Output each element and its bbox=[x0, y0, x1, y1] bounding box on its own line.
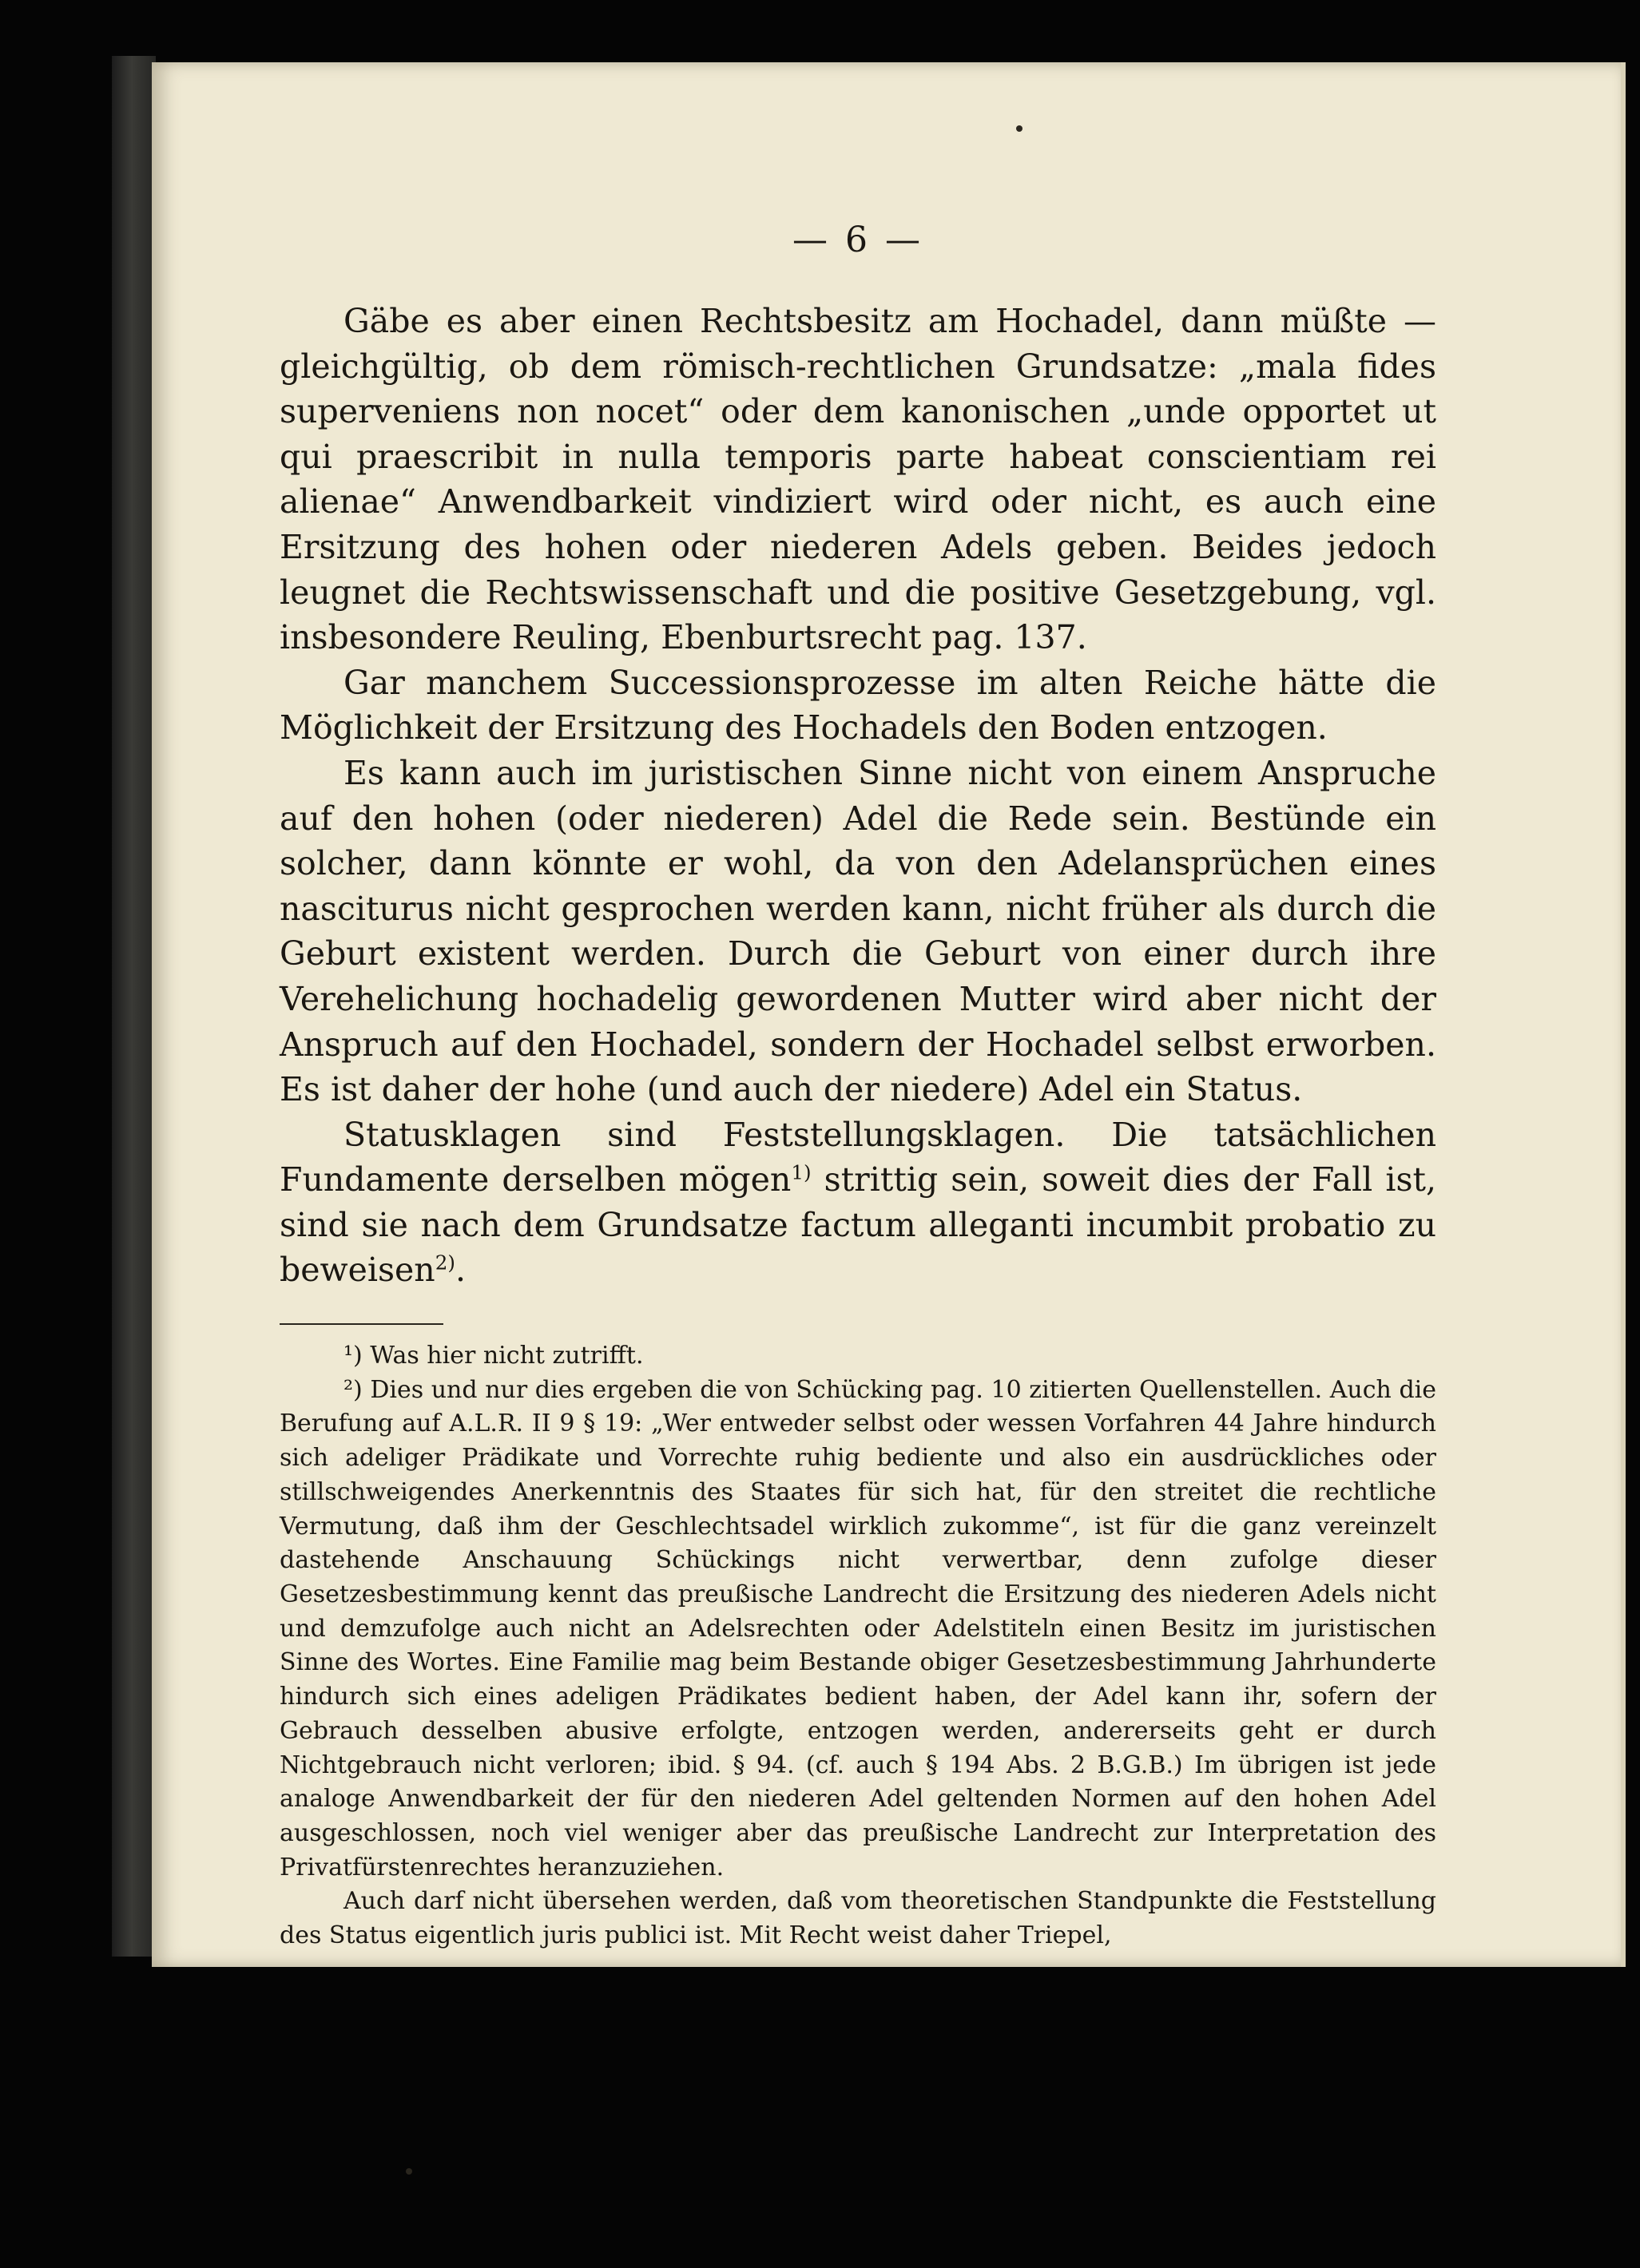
footnote-divider bbox=[280, 1323, 443, 1325]
footnote-1: ¹) Was hier nicht zutrifft. bbox=[343, 1342, 644, 1370]
paragraph-text: . bbox=[455, 1251, 466, 1290]
body-paragraph-3: Es kann auch im juristischen Sinne nicht von einem Anspruche auf den hohen (oder niederen) Adel die Rede sein. Bestünde ein solcher, dann könnte er wohl, da von den Adelansprüchen eines nasciturus nicht gesprochen werden kann, nicht früher als durch die Geburt existent werden. Durch die Geburt von einer durch ihre Verehelichung hochadelig gewordenen Mutter wird aber nicht der Anspruch auf den Hochadel, sondern der Hochadel selbst erworben. Es ist daher der hohe (und auch der niedere) Adel ein Status. bbox=[280, 753, 1436, 1109]
page-edge bbox=[1621, 62, 1626, 1967]
ink-speck bbox=[1016, 125, 1023, 132]
footnote-marker-2: 2) bbox=[435, 1251, 455, 1275]
body-paragraph-4 bbox=[280, 1112, 1436, 1293]
page-number: — 6 — bbox=[792, 220, 923, 260]
ink-speck bbox=[406, 2168, 412, 2175]
page-content bbox=[280, 220, 1436, 1953]
footnote-continuation: Auch darf nicht übersehen werden, daß vom theoretischen Standpunkte die Feststellung des Status eigentlich juris publici ist. Mit Recht weist daher Triepel, bbox=[280, 1887, 1436, 1950]
body-paragraph-2: Gar manchem Successionsprozesse im alten Reiche hätte die Möglichkeit der Ersitzung des Hochadels den Boden entzogen. bbox=[280, 663, 1436, 747]
body-paragraph-1: Gäbe es aber einen Rechtsbesitz am Hochadel, dann müßte — gleichgültig, ob dem römisch-rechtlichen Grundsatze: „mala fides superveniens non nocet“ oder dem kanonischen „unde opportet ut qui praescribit in nulla temporis parte habeat conscientiam rei alienae“ Anwendbarkeit vindiziert wird oder nicht, es auch eine Ersitzung des hohen oder niederen Adels geben. Beides jedoch leugnet die Rechtswissenschaft und die positive Gesetzgebung, vgl. insbesondere Reuling, Ebenburtsrecht pag. 137. bbox=[280, 302, 1436, 657]
footnote-2: ²) Dies und nur dies ergeben die von Schücking pag. 10 zitierten Quellenstellen. Auch die Berufung auf A.L.R. II 9 § 19: „Wer entweder selbst oder wessen Vorfahren 44 Jahre hindurch sich adeliger Prädikate und Vorrechte ruhig bediente und also ein ausdrückliches oder stillschweigendes Anerkenntnis des Staates für sich hat, für den streitet die rechtliche Vermutung, daß ihm der Geschlechtsadel wirklich zukomme“, ist für die ganz vereinzelt dastehende Anschauung Schückings nicht verwertbar, denn zufolge dieser Gesetzesbestimmung kennt das preußische Landrecht die Ersitzung des niederen Adels nicht und demzufolge auch nicht an Adelsrechten oder Adelstiteln einen Besitz im juristischen Sinne des Wortes. Eine Familie mag beim Bestande obiger Gesetzesbestimmung Jahrhunderte hindurch sich eines adeligen Prädikates bedient haben, der Adel kann ihr, sofern der Gebrauch desselben abusive erfolgte, entzogen werden, andererseits geht er durch Nichtgebrauch nicht verloren; ibid. § 94. (cf. auch § 194 Abs. 2 B.G.B.) Im übrigen ist jede analoge Anwendbarkeit der für den niederen Adel geltenden Normen auf den hohen Adel ausgeschlossen, noch viel weniger aber das preußische Landrecht zur Interpretation des Privatfürstenrechtes heranzuziehen. bbox=[280, 1375, 1436, 1881]
paragraph-text: strittig sein, soweit dies der Fall ist, sind sie nach dem Grundsatze factum alleganti incumbit probatio zu beweisen bbox=[280, 1160, 1437, 1290]
paragraph-text: Statusklagen sind Feststellungsklagen. Die tatsächlichen Fundamente derselben mögen bbox=[280, 1115, 1436, 1199]
book-spine bbox=[112, 56, 156, 1957]
footnote-marker-1: 1) bbox=[791, 1160, 812, 1184]
